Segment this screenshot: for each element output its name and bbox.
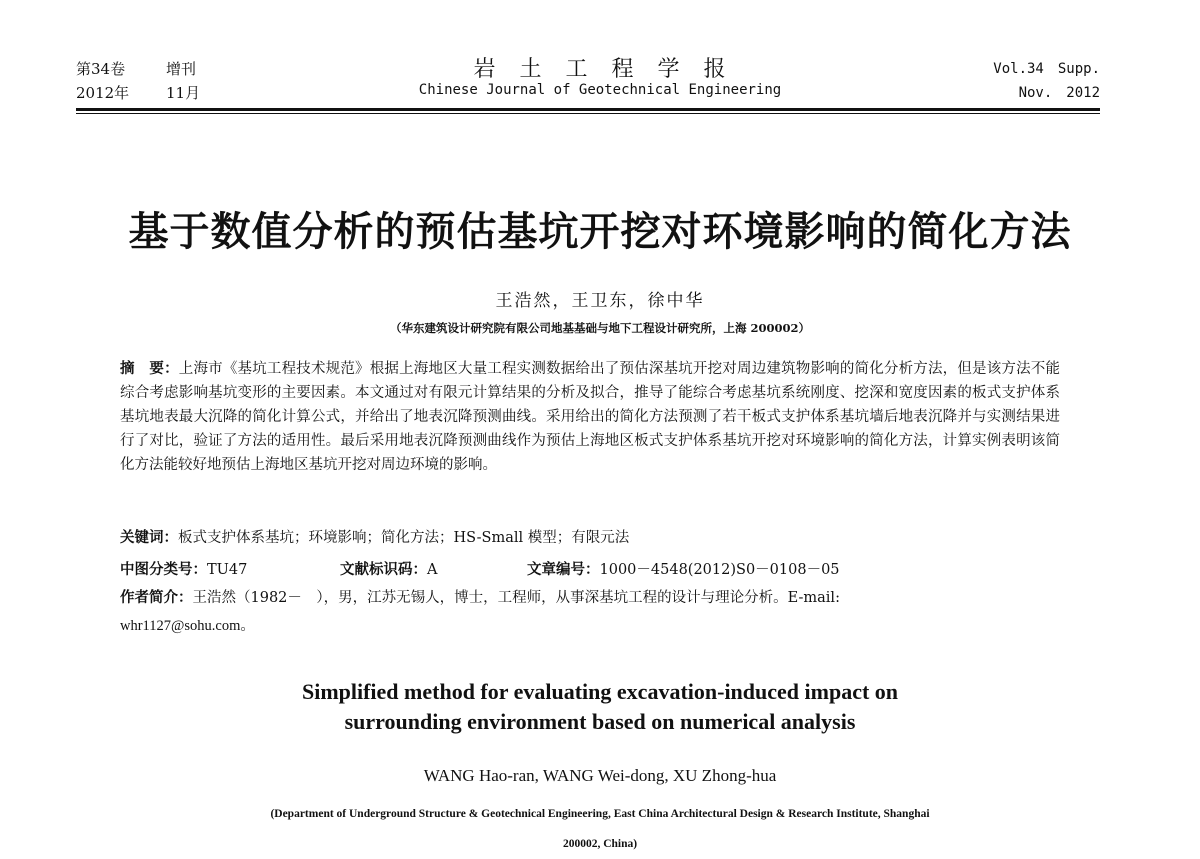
abstract <box>120 357 1060 477</box>
journal-title-cn: 岩 土 工 程 学 报 <box>473 57 727 82</box>
clc-value: TU47 <box>207 562 248 578</box>
paper-title-en-line2: surrounding environment based on numerical analysis <box>344 709 856 734</box>
journal-title-en: Chinese Journal of Geotechnical Engineering <box>418 82 782 98</box>
authors-cn: 王浩然，王卫东，徐中华 <box>495 291 705 311</box>
abstract-text: 上海市《基坑工程技术规范》根据上海地区大量工程实测数据给出了预估深基坑开挖对周边建筑物影响的简化分析方法，但是该方法不能综合考虑影响基坑变形的主要因素。本文通过对有限元计算结果的分析及拟合，推导了能综合考虑基坑系统刚度、挖深和宽度因素的板式支护体系基坑地表最大沉降的简化计算公式，并给出了地表沉降预测曲线。采用给出的简化方法预测了若干板式支护体系基坑墙后地表沉降并与实测结果进行了对比，验证了方法的适用性。最后采用地表沉降预测曲线作为预估上海地区板式支护体系基坑开挖对环境影响的简化方法，计算实例表明该简化方法能较好地预估上海地区基坑开挖对周边环境的影响。 <box>120 361 1060 473</box>
keywords-text: 板式支护体系基坑；环境影响；简化方法；HS-Small 模型；有限元法 <box>178 530 630 546</box>
header-rule-thick <box>76 108 1100 111</box>
month-cn: 11月 <box>166 84 201 102</box>
authors-en: WANG Hao-ran, WANG Wei-dong, XU Zhong-hua <box>423 766 777 785</box>
affiliation-en-line2: 200002, China) <box>562 838 638 850</box>
article-value: 1000－4548(2012)S0－0108－05 <box>599 562 840 578</box>
article-number <box>527 558 840 579</box>
issue-cn: 增刊 <box>166 60 197 78</box>
clc-label: 中图分类号： <box>120 562 207 578</box>
author-bio <box>120 586 840 607</box>
classification <box>120 558 247 579</box>
author-bio-text: 王浩然（1982－ ），男，江苏无锡人，博士，工程师，从事深基坑工程的设计与理论分析。E-mail: <box>192 590 840 606</box>
affiliation-en-line1: (Department of Underground Structure & Geotechnical Engineering, East China Architectural Design & Research Institute, Shanghai <box>270 808 930 820</box>
affiliation-en <box>0 799 1200 859</box>
doc-code <box>340 558 437 579</box>
affiliation-cn: （华东建筑设计研究院有限公司地基基础与地下工程设计研究所，上海 200002） <box>389 321 810 335</box>
doc-value: A <box>427 562 438 578</box>
article-label: 文章编号： <box>527 562 600 578</box>
paper-title-en-line1: Simplified method for evaluating excavation-induced impact on <box>301 679 899 704</box>
abstract-label: 摘 要： <box>120 361 179 377</box>
keywords-label: 关键词： <box>120 530 178 546</box>
date-en: Nov. 2012 <box>1018 85 1100 101</box>
volume-en: Vol.34 Supp. <box>993 61 1100 77</box>
author-bio-label: 作者简介： <box>120 590 193 606</box>
keywords <box>120 526 629 547</box>
paper-title-en <box>0 677 1200 737</box>
volume-cn: 第34卷 <box>76 60 126 78</box>
paper-title-cn: 基于数值分析的预估基坑开挖对环境影响的简化方法 <box>128 209 1072 255</box>
doc-label: 文献标识码： <box>340 562 427 578</box>
header-rule-thin <box>76 113 1100 114</box>
year-cn: 2012年 <box>76 84 130 102</box>
author-email[interactable]: whr1127@sohu.com。 <box>120 618 255 634</box>
